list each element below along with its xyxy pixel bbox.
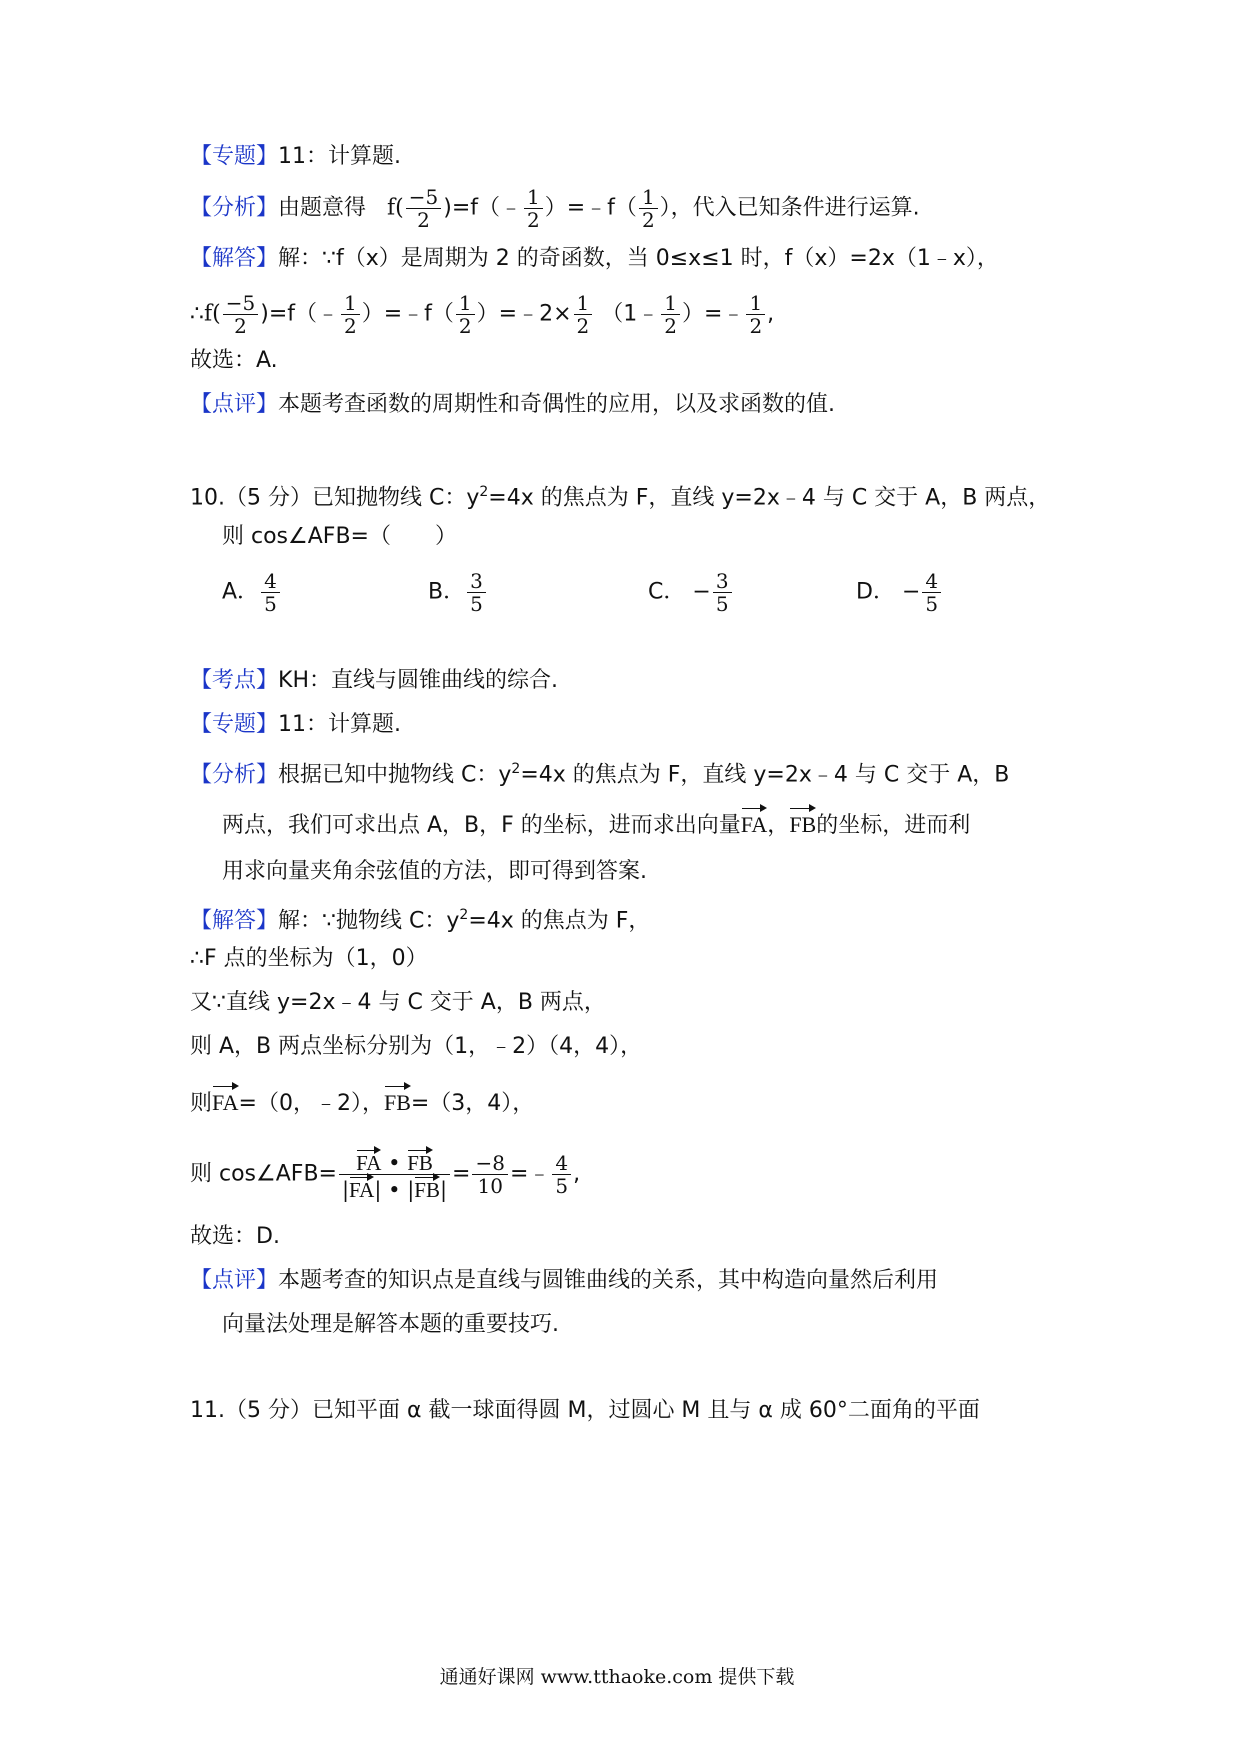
q10-step-3: 则 A，B 两点坐标分别为（1，﹣2）（4，4）， (190, 1034, 643, 1059)
fenxi-text: =4x 的焦点为 F，直线 y=2x﹣4 与 C 交于 A，B (520, 762, 1010, 788)
math-text: ），代入已知条件进行运算. (659, 195, 920, 221)
footer: 通通好课网 www.tthaoke.com 提供下载 (439, 1666, 795, 1688)
kaodian-text: KH：直线与圆锥曲线的综合. (278, 668, 558, 693)
fraction: $\frac{1}{2}$ (661, 292, 680, 337)
option-c: C． − $\frac{3}{5}$ (648, 570, 734, 615)
cos-fraction: $\frac{FA • FB}{|FA| • |FB|}$ (339, 1148, 450, 1201)
math-text: )=f（﹣ (260, 301, 339, 327)
option-d: D． − $\frac{4}{5}$ (856, 570, 943, 615)
q9-derivation (190, 292, 774, 337)
fraction: $\frac{1}{2}$ (639, 186, 658, 231)
jieda-text: 解：∵抛物线 C：y (278, 908, 460, 934)
fenxi-text: 根据已知中抛物线 C：y (278, 762, 512, 788)
q9-answer: 故选：A. (190, 348, 278, 373)
q10-step-1: ∴F 点的坐标为（1，0） (190, 946, 428, 971)
fraction: $\frac{1}{2}$ (574, 292, 593, 337)
step-text: =（0，﹣2）， (238, 1091, 384, 1116)
zhuanti-tag: 【专题】 (190, 144, 279, 169)
jieda-tag: 【解答】 (190, 908, 279, 934)
jieda-tag: 【解答】 (190, 246, 279, 271)
math-text: ）=﹣2× (476, 301, 572, 327)
q10-answer: 故选：D. (190, 1224, 280, 1249)
zhuanti-text: 11：计算题. (278, 144, 402, 169)
separator: ， (767, 813, 790, 838)
fraction: $\frac{1}{2}$ (524, 186, 543, 231)
fenxi-text: 的坐标，进而利 (816, 813, 971, 838)
q9-fenxi (190, 186, 920, 231)
vector-fa: FA (212, 1084, 239, 1118)
vector-fb: FB (384, 1084, 411, 1118)
fraction: $\frac{4}{5}$ (552, 1152, 571, 1197)
q10-fenxi-2 (222, 806, 970, 841)
q9-dianping (190, 390, 835, 420)
fenxi-tag: 【分析】 (190, 195, 279, 221)
dianping-tag: 【点评】 (190, 1268, 279, 1293)
q10-dianping (190, 1266, 938, 1296)
fraction: $\frac{1}{2}$ (456, 292, 475, 337)
kaodian-tag: 【考点】 (190, 668, 279, 693)
math-text: ）=﹣f（ (544, 195, 637, 221)
q10-stem-2: 则 cos∠AFB=（ ） (222, 524, 457, 549)
q10-dianping-2: 向量法处理是解答本题的重要技巧. (222, 1312, 559, 1337)
equals: =﹣ (509, 1161, 551, 1187)
therefore: ∴ (190, 301, 204, 327)
q10-kaodian (190, 666, 558, 696)
q10-stem (190, 477, 1050, 513)
math-text: （1﹣ (601, 301, 660, 327)
q10-fenxi-3: 用求向量夹角余弦值的方法，即可得到答案. (222, 859, 647, 884)
q9-zhuanti (190, 142, 401, 172)
superscript: 2 (459, 907, 469, 923)
q10-fenxi (190, 754, 1009, 790)
fraction: $\frac{1}{2}$ (746, 292, 765, 337)
fraction: $\frac{-8}{10}$ (472, 1152, 507, 1197)
fraction: $\frac{1}{2}$ (341, 292, 360, 337)
vector-fa: FA (741, 806, 768, 840)
dianping-text: 本题考查的知识点是直线与圆锥曲线的关系，其中构造向量然后利用 (278, 1268, 939, 1293)
math-f: f( (204, 301, 221, 327)
dianping-tag: 【点评】 (190, 392, 279, 417)
option-a: A． $\frac{4}{5}$ (222, 570, 282, 615)
q10-step-2: 又∵直线 y=2x﹣4 与 C 交于 A，B 两点， (190, 990, 606, 1015)
dianping-text: 本题考查函数的周期性和奇偶性的应用，以及求函数的值. (278, 392, 836, 417)
jieda-text: =4x 的焦点为 F， (468, 908, 651, 934)
stem-text: 10.（5 分）已知抛物线 C：y (190, 485, 480, 511)
step-text: 则 (190, 1091, 213, 1116)
math-f: f( (387, 195, 404, 221)
jieda-text: 解：∵f（x）是周期为 2 的奇函数，当 0≤x≤1 时，f（x）=2x（1﹣x）， (278, 246, 999, 271)
comma: , (573, 1161, 581, 1187)
option-b: B． $\frac{3}{5}$ (428, 570, 488, 615)
q11-stem: 11.（5 分）已知平面 α 截一球面得圆 M，过圆心 M 且与 α 成 60°二面角的平面 (190, 1398, 980, 1423)
zhuanti-tag: 【专题】 (190, 712, 279, 737)
q10-zhuanti (190, 710, 401, 740)
q9-jieda (190, 244, 999, 274)
q10-step-4 (190, 1084, 534, 1119)
fraction: $\frac{-5}{2}$ (223, 292, 259, 337)
fenxi-text: 由题意得 (278, 195, 367, 221)
superscript: 2 (479, 484, 489, 500)
math-text: )=f（﹣ (443, 195, 523, 221)
superscript: 2 (511, 761, 521, 777)
q10-jieda (190, 900, 650, 936)
step-text: =（3，4）， (410, 1091, 535, 1116)
math-text: ）=﹣f（ (361, 301, 454, 327)
step-text: 则 cos∠AFB= (190, 1161, 337, 1187)
vector-fb: FB (789, 806, 816, 840)
q10-step-5 (190, 1148, 580, 1201)
zhuanti-text: 11：计算题. (278, 712, 402, 737)
fenxi-text: 两点，我们可求出点 A，B，F 的坐标，进而求出向量 (222, 813, 741, 838)
fraction: $\frac{-5}{2}$ (406, 186, 442, 231)
fenxi-tag: 【分析】 (190, 762, 279, 788)
math-text: , (767, 301, 775, 327)
math-text: ）=﹣ (682, 301, 745, 327)
stem-text: =4x 的焦点为 F，直线 y=2x﹣4 与 C 交于 A，B 两点， (488, 485, 1051, 511)
equals: = (452, 1161, 471, 1187)
